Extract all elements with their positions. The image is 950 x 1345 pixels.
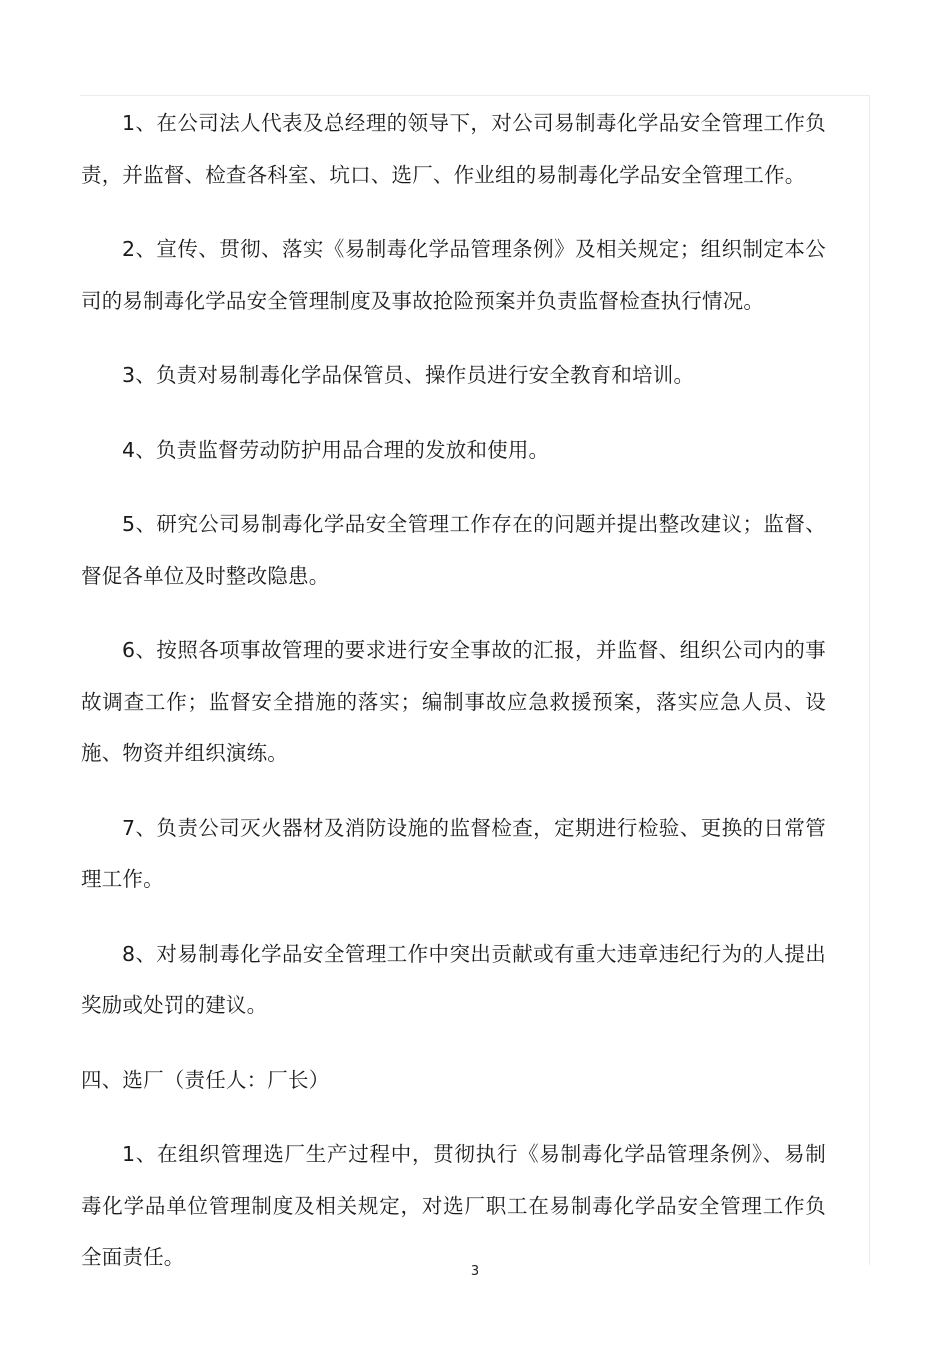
paragraph-6: 6、按照各项事故管理的要求进行安全事故的汇报，并监督、组织公司内的事故调查工作；监督安全措施的落实；编制事故应急救援预案，落实应急人员、设施、物资并组织演练。 — [81, 638, 826, 765]
page-border-right — [869, 95, 870, 1265]
page-border-top — [80, 95, 870, 96]
paragraph-8: 8、对易制毒化学品安全管理工作中突出贡献或有重大违章违纪行为的人提出奖励或处罚的建议。 — [81, 941, 826, 1017]
section-heading: 四、选厂（责任人：厂长） — [81, 1067, 330, 1092]
document-body — [81, 98, 826, 1284]
paragraph-7: 7、负责公司灭火器材及消防设施的监督检查，定期进行检验、更换的日常管理工作。 — [81, 815, 826, 891]
page-number: 3 — [470, 1264, 480, 1279]
paragraph-4: 4、负责监督劳动防护用品合理的发放和使用。 — [122, 437, 550, 462]
paragraph-5: 5、研究公司易制毒化学品安全管理工作存在的问题并提出整改建议；监督、督促各单位及时整改隐患。 — [81, 512, 826, 588]
paragraph-1: 1、在公司法人代表及总经理的领导下，对公司易制毒化学品安全管理工作负责，并监督、检查各科室、坑口、选厂、作业组的易制毒化学品安全管理工作。 — [81, 111, 826, 187]
paragraph-3: 3、负责对易制毒化学品保管员、操作员进行安全教育和培训。 — [122, 363, 695, 387]
paragraph-2: 2、宣传、贯彻、落实《易制毒化学品管理条例》及相关规定；组织制定本公司的易制毒化学品安全管理制度及事故抢险预案并负责监督检查执行情况。 — [81, 237, 826, 313]
paragraph-9: 1、在组织管理选厂生产过程中，贯彻执行《易制毒化学品管理条例》、易制毒化学品单位管理制度及相关规定，对选厂职工在易制毒化学品安全管理工作负全面责任。 — [81, 1142, 826, 1269]
